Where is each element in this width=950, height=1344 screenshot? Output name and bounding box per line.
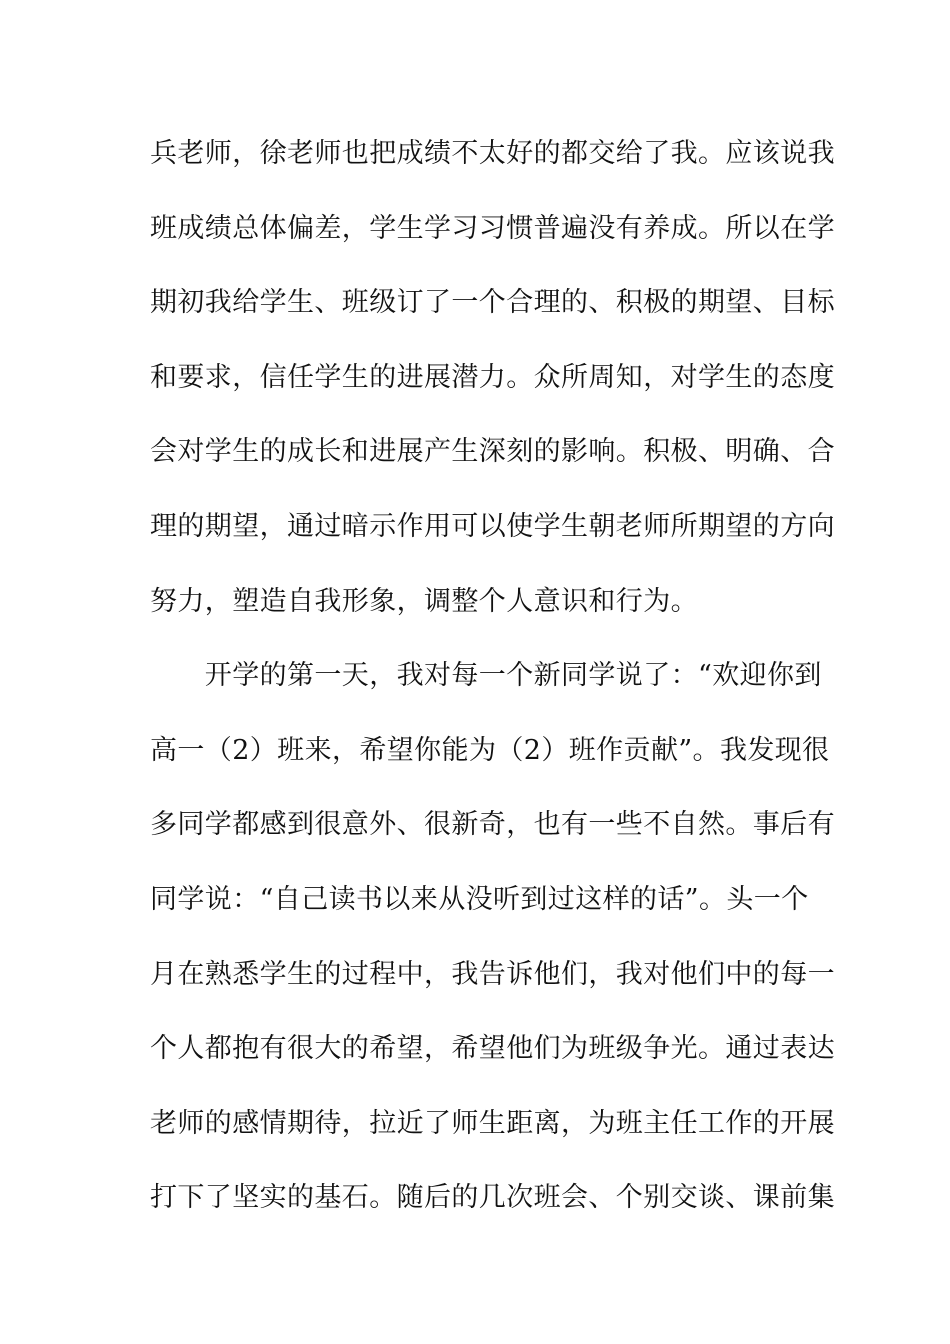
text-line: 开学的第一天，我对每一个新同学说了：“欢迎你到 — [150, 660, 822, 692]
text-line: 多同学都感到很意外、很新奇，也有一些不自然。事后有 — [150, 809, 835, 841]
text-line: 期初我给学生、班级订了一个合理的、积极的期望、目标 — [150, 287, 835, 319]
body-text — [150, 124, 835, 1243]
text-line: 和要求，信任学生的进展潜力。众所周知，对学生的态度 — [150, 361, 835, 393]
text-line: 班成绩总体偏差，学生学习习惯普遍没有养成。所以在学 — [150, 212, 835, 244]
text-line: 同学说：“自己读书以来从没听到过这样的话”。头一个 — [150, 883, 809, 915]
text-line: 理的期望，通过暗示作用可以使学生朝老师所期望的方向 — [150, 510, 835, 542]
text-line: 会对学生的成长和进展产生深刻的影响。积极、明确、合 — [150, 436, 835, 468]
text-line: 高一（2）班来，希望你能为（2）班作贡献”。我发现很 — [150, 734, 830, 766]
text-line: 老师的感情期待，拉近了师生距离，为班主任工作的开展 — [150, 1107, 835, 1139]
text-line: 打下了坚实的基石。随后的几次班会、个别交谈、课前集 — [150, 1182, 835, 1214]
text-line: 个人都抱有很大的希望，希望他们为班级争光。通过表达 — [150, 1033, 835, 1065]
text-line: 努力，塑造自我形象，调整个人意识和行为。 — [150, 585, 698, 617]
text-line: 月在熟悉学生的过程中，我告诉他们，我对他们中的每一 — [150, 958, 835, 990]
text-line: 兵老师，徐老师也把成绩不太好的都交给了我。应该说我 — [150, 138, 835, 169]
